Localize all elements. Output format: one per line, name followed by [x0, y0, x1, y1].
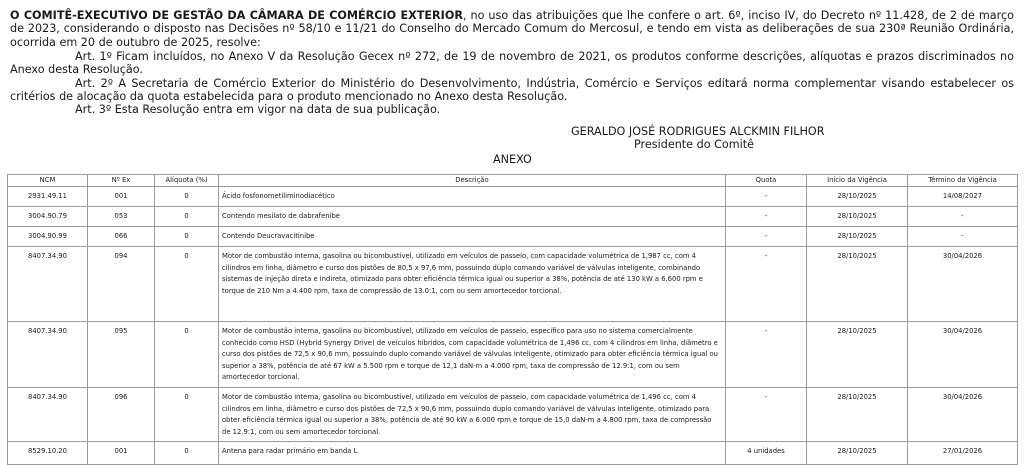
cell-ex: 094	[88, 247, 155, 322]
cell-aliquota: 0	[155, 207, 219, 227]
cell-aliquota: 0	[155, 388, 219, 442]
annex-title: ANEXO	[493, 153, 532, 166]
cell-descricao: Motor de combustão interna, gasolina ou bicombustível, utilizado em veículos de passeio, específico para uso no sistema comercialmente conhecido como HSD (Hybrid Synergy Drive) de veículos híbridos, com capacidade volumétrica de 1,496 cc, com 4 cilindros em linha, diâmetro e curso dos pistões de 72,5 x 90,6 mm, possuindo duplo comando variável de válvulas inteligente, otimizado para obter eficiência térmica igual ou superior a 38%, potência de até 67 kW a 5.500 rpm e torque de 12,1 daN-m a 4.000 rpm, taxa de compressão de 12.9:1, com ou sem amortecedor torcional.	[219, 322, 726, 388]
cell-inicio: 28/10/2025	[807, 207, 908, 227]
cell-ncm: 2931.49.11	[8, 187, 88, 207]
cell-inicio: 28/10/2025	[807, 247, 908, 322]
issuing-body: O COMITÊ-EXECUTIVO DE GESTÃO DA CÂMARA DE COMÉRCIO EXTERIOR	[10, 9, 463, 22]
header-termino: Término da Vigência	[908, 175, 1018, 187]
header-aliquota: Alíquota (%)	[155, 175, 219, 187]
header-quota: Quota	[726, 175, 807, 187]
cell-ex: 053	[88, 207, 155, 227]
cell-ncm: 3004.90.79	[8, 207, 88, 227]
article-1: Art. 1º Ficam incluídos, no Anexo V da Resolução Gecex nº 272, de 19 de novembro de 2021, os produtos conforme descrições, alíquotas e prazos discriminados no Anexo desta Resolução.	[10, 50, 1014, 77]
cell-inicio: 28/10/2025	[807, 388, 908, 442]
preamble-paragraph	[10, 9, 1014, 49]
cell-ncm: 8407.34.90	[8, 388, 88, 442]
header-descricao: Descrição	[219, 175, 726, 187]
cell-aliquota: 0	[155, 247, 219, 322]
cell-ex: 095	[88, 322, 155, 388]
cell-termino: -	[908, 207, 1018, 227]
cell-quota: -	[726, 227, 807, 247]
cell-ncm: 8529.10.20	[8, 442, 88, 465]
signatory-name: GERALDO JOSÉ RODRIGUES ALCKMIN FILHOR	[571, 125, 825, 138]
cell-termino: 30/04/2026	[908, 388, 1018, 442]
table-row	[8, 388, 1018, 442]
cell-quota: -	[726, 322, 807, 388]
cell-quota: -	[726, 207, 807, 227]
article-2: Art. 2º A Secretaria de Comércio Exterior do Ministério do Desenvolvimento, Indústria, Comércio e Serviços editará norma complementar visando estabelecer os critérios de alocação da quota estabelecida para o produto mencionado no Anexo desta Resolução.	[10, 77, 1014, 104]
table-header-row	[8, 175, 1018, 187]
cell-inicio: 28/10/2025	[807, 227, 908, 247]
table-row	[8, 322, 1018, 388]
cell-termino: 14/08/2027	[908, 187, 1018, 207]
table-row	[8, 442, 1018, 465]
cell-inicio: 28/10/2025	[807, 187, 908, 207]
cell-aliquota: 0	[155, 322, 219, 388]
cell-ncm: 8407.34.90	[8, 322, 88, 388]
cell-quota: 4 unidades	[726, 442, 807, 465]
cell-quota: -	[726, 247, 807, 322]
cell-aliquota: 0	[155, 187, 219, 207]
cell-quota: -	[726, 187, 807, 207]
cell-descricao: Contendo mesilato de dabrafenibe	[219, 207, 726, 227]
cell-ncm: 3004.90.99	[8, 227, 88, 247]
cell-descricao: Motor de combustão interna, gasolina ou bicombustível, utilizado em veículos de passeio, com capacidade volumétrica de 1,987 cc, com 4 cilindros em linha, diâmetro e curso dos pistões de 80,5 x 97,6 mm, possuindo duplo comando variável de válvulas inteligente, combinando sistemas de injeção direta e indireta, otimizado para obter eficiência térmica igual ou superior a 38%, potência de até 130 kW a 6.600 rpm e torque de 210 Nm a 4.400 rpm, taxa de compressão de 13.0:1, com ou sem amortecedor torcional.	[219, 247, 726, 322]
cell-quota: -	[726, 388, 807, 442]
header-ex: Nº Ex	[88, 175, 155, 187]
cell-descricao: Motor de combustão interna, gasolina ou bicombustível, utilizado em veículos de passeio, com capacidade volumétrica de 1,496 cc, com 4 cilindros em linha, diâmetro e curso dos pistões de 72,5 x 90,6 mm, possuindo duplo comando variável de válvulas inteligente, otimizado para obter eficiência térmica igual ou superior a 38%, potência de até 90 kW a 6.000 rpm e torque de 15,0 daN-m a 4.800 rpm, taxa de compressão de 12.9:1, com ou sem amortecedor torcional.	[219, 388, 726, 442]
cell-ncm: 8407.34.90	[8, 247, 88, 322]
cell-termino: 27/01/2026	[908, 442, 1018, 465]
annex-table	[7, 174, 1018, 465]
table-row	[8, 227, 1018, 247]
cell-ex: 096	[88, 388, 155, 442]
article-3: Art. 3º Esta Resolução entra em vigor na data de sua publicação.	[75, 103, 441, 116]
header-ncm: NCM	[8, 175, 88, 187]
cell-descricao: Antena para radar primário em banda L	[219, 442, 726, 465]
cell-aliquota: 0	[155, 227, 219, 247]
cell-ex: 066	[88, 227, 155, 247]
cell-ex: 001	[88, 442, 155, 465]
cell-descricao: Contendo Deucravacitinibe	[219, 227, 726, 247]
table-row	[8, 187, 1018, 207]
cell-termino: -	[908, 227, 1018, 247]
table-row	[8, 247, 1018, 322]
preamble-text: , no uso das atribuições que lhe confere o art. 6º, inciso IV, do Decreto nº 11.428, de 2 de março de 2023, considerando o disposto nas Decisões nº 58/10 e 11/21 do Conselho do Mercado Comum do Mercosul, e tendo em vista as deliberações de sua 230ª Reunião Ordinária, ocorrida em 20 de outubro de 2025, resolve:	[10, 9, 1014, 49]
signatory-role: Presidente do Comitê	[634, 138, 755, 151]
table-row	[8, 207, 1018, 227]
cell-termino: 30/04/2026	[908, 322, 1018, 388]
cell-aliquota: 0	[155, 442, 219, 465]
cell-inicio: 28/10/2025	[807, 442, 908, 465]
cell-inicio: 28/10/2025	[807, 322, 908, 388]
cell-ex: 001	[88, 187, 155, 207]
header-inicio: Início da Vigência	[807, 175, 908, 187]
cell-descricao: Ácido fosfonometiliminodiacético	[219, 187, 726, 207]
cell-termino: 30/04/2026	[908, 247, 1018, 322]
